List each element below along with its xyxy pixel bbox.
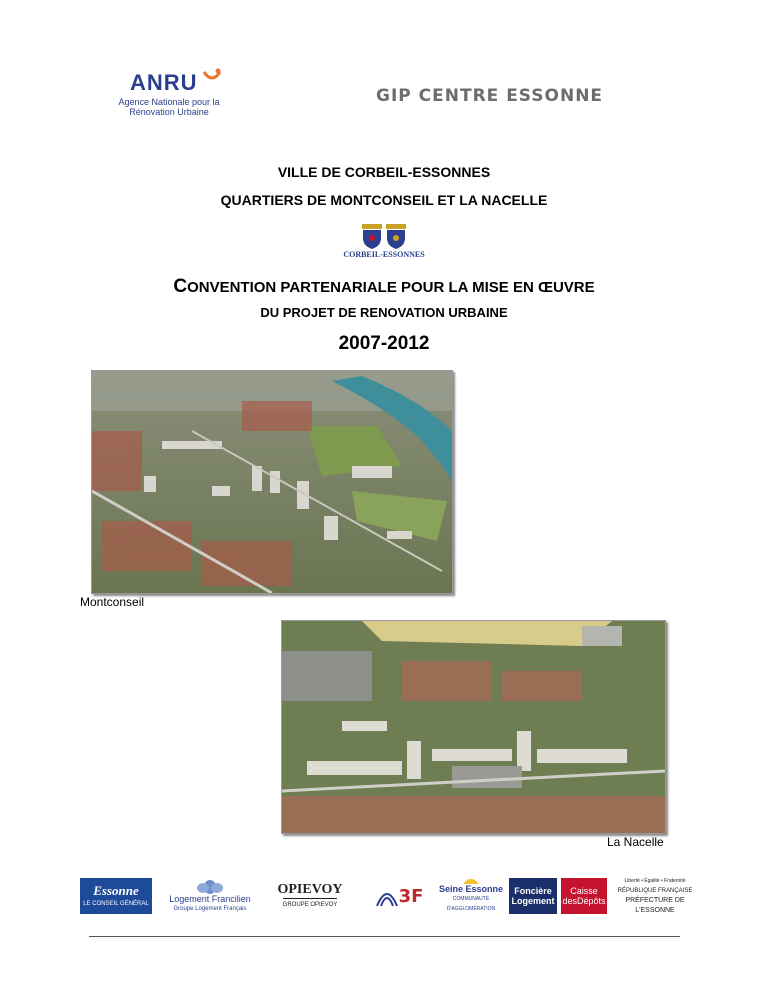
partner-logo-seine-essonne <box>436 878 506 914</box>
project-title: DU PROJET DE RENOVATION URBAINE <box>260 305 508 320</box>
convention-initial: C <box>173 276 188 297</box>
footer-divider <box>89 936 680 937</box>
years-title: 2007-2012 <box>338 333 430 354</box>
partner-logo-opievoy <box>262 878 358 914</box>
coat-of-arms-icon <box>358 222 410 250</box>
caisse-name-1: Caisse <box>570 886 598 896</box>
essonne-name: Essonne <box>93 883 139 898</box>
convention-title <box>0 276 768 298</box>
arch-icon <box>375 884 399 908</box>
seine-essonne-name: Seine Essonne <box>438 884 504 894</box>
prefecture-republic: RÉPUBLIQUE FRANÇAISE <box>617 888 693 894</box>
partner-logo-3f <box>368 878 430 914</box>
essonne-sub: LE CONSEIL GÉNÉRAL <box>83 901 149 907</box>
organization-name: GIP CENTRE ESSONNE <box>376 86 604 106</box>
fonciere-name-2: Logement <box>511 896 555 906</box>
logement-francilien-sub: Groupe Logement Français <box>173 906 247 912</box>
3f-name: 3F <box>398 885 424 907</box>
convention-rest: ONVENTION PARTENARIALE POUR LA MISE EN ŒUVRE <box>187 279 595 296</box>
quarters-title: QUARTIERS DE MONTCONSEIL ET LA NACELLE <box>220 192 548 208</box>
fonciere-name-1: Foncière <box>514 886 552 896</box>
partner-logo-prefecture <box>613 878 697 914</box>
anru-subtitle: Agence Nationale pour la Rénovation Urbaine <box>118 97 220 117</box>
aerial-photo-la-nacelle <box>281 620 666 834</box>
crest-label: CORBEIL-ESSONNES <box>343 250 425 259</box>
opievoy-sub: GROUPE OPIEVOY <box>283 898 338 910</box>
aerial-photo-montconseil-image <box>92 371 452 593</box>
flower-icon <box>195 878 225 894</box>
city-title: VILLE DE CORBEIL-ESSONNES <box>277 164 491 180</box>
photo-caption-montconseil: Montconseil <box>80 595 145 609</box>
aerial-photo-la-nacelle-image <box>282 621 665 833</box>
anru-arc-icon <box>202 68 222 84</box>
prefecture-name: PRÉFECTURE DE L'ESSONNE <box>625 897 685 914</box>
partner-logo-fonciere-logement <box>509 878 557 914</box>
partner-logo-caisse-des-depots <box>561 878 607 914</box>
caisse-name-2: desDépôts <box>562 896 606 906</box>
anru-wordmark: ANRU <box>130 70 198 95</box>
partner-logo-logement-francilien <box>162 878 258 914</box>
photo-caption-la-nacelle: La Nacelle <box>607 835 664 849</box>
logement-francilien-name: Logement Francilien <box>169 894 251 904</box>
anru-logo <box>108 70 228 128</box>
corbeil-crest-logo <box>330 222 438 262</box>
prefecture-motto: Liberté • Égalité • Fraternité <box>624 878 686 884</box>
aerial-photo-montconseil <box>91 370 453 594</box>
seine-essonne-sub: COMMUNAUTÉ D'AGGLOMÉRATION <box>446 896 496 912</box>
partner-logo-essonne <box>80 878 152 914</box>
opievoy-name: OPIEVOY <box>277 882 343 897</box>
